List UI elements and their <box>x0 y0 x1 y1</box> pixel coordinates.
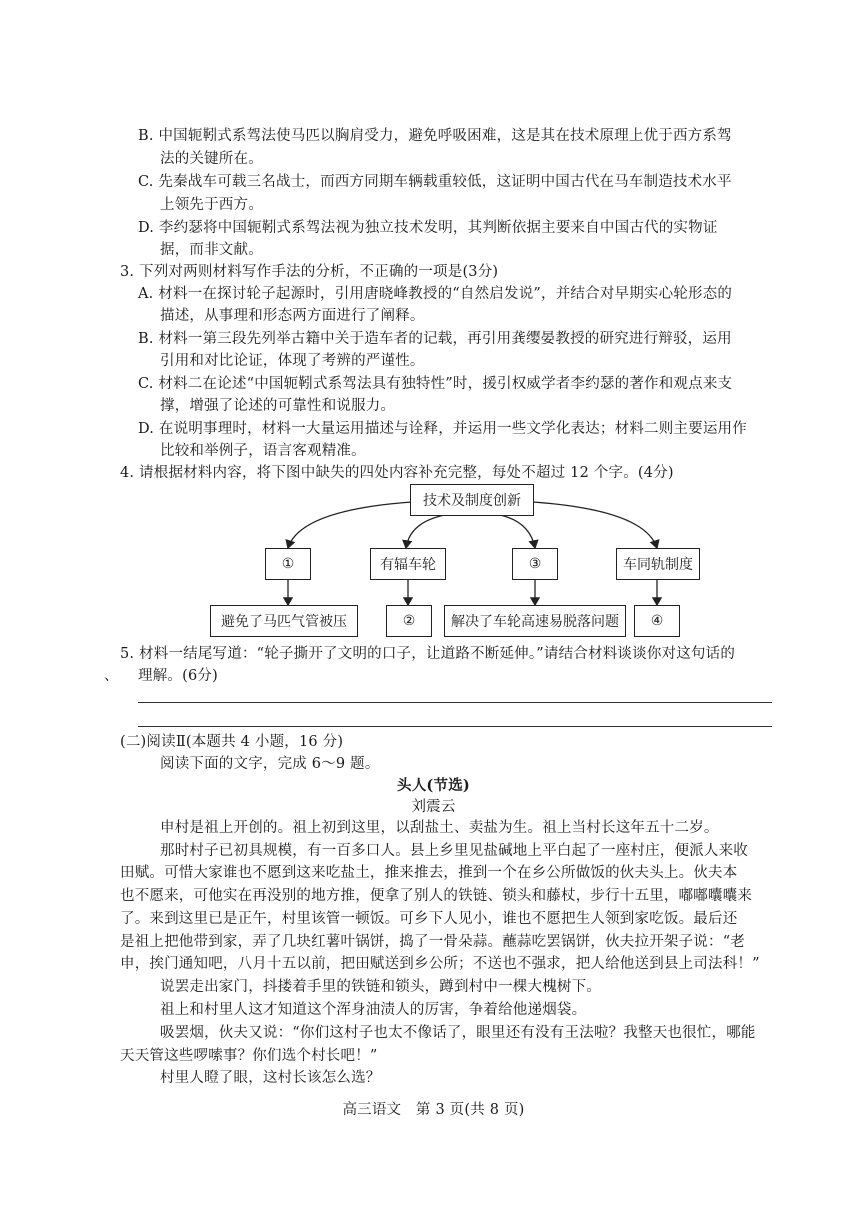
section2-heading: (二)阅读Ⅱ(本题共 4 小题，16 分) <box>120 734 344 750</box>
diagram-level2-box-3: 解决了车轮高速易脱落问题 <box>444 605 626 637</box>
passage-line: 天天管这些啰嗦事？你们选个村长吧！” <box>120 1048 378 1064</box>
connector-root-to-3 <box>500 515 535 548</box>
q3-option-c-line1: C. 材料二在论述“中国轭靷式系驾法具有独特性”时，援引权威学者李约瑟的著作和观点来支 <box>138 376 733 392</box>
passage-line: 申，挨门通知吧，八月十五以前，把田赋送到乡公所；不送也不强求，把人给他送到县上司法科！” <box>120 956 760 972</box>
q5-answer-line-2[interactable] <box>138 726 772 727</box>
connector-root-to-1 <box>288 502 412 548</box>
q3-option-a-line2: 描述，从事理和形态两方面进行了阐释。 <box>160 308 425 324</box>
q3-option-d-line2: 比较和举例子，语言客观精准。 <box>160 443 366 459</box>
passage-title: 头人(节选) <box>397 777 470 794</box>
diagram-level2-box-2[interactable]: ② <box>386 605 432 637</box>
diagram-level1-box-2: 有辐车轮 <box>370 548 446 580</box>
passage-line: 吸罢烟，伙夫又说：“你们这村子也太不像话了，眼里还有没有王法啦？我整天也很忙，哪能 <box>160 1025 756 1041</box>
diagram-level2-box-1: 避免了马匹气管被压 <box>210 605 358 637</box>
q2-option-d-line1: D. 李约瑟将中国轭靷式系驾法视为独立技术发明，其判断依据主要来自中国古代的实物证 <box>138 220 718 236</box>
q5-margin-mark: 、 <box>104 668 119 684</box>
q2-option-b-line1: B. 中国轭靷式系驾法使马匹以胸肩受力，避免呼吸困难，这是其在技术原理上优于西方系驾 <box>138 128 732 144</box>
passage-line: 申村是祖上开创的。祖上初到这里，以刮盐土、卖盐为生。祖上当村长这年五十二岁。 <box>160 820 719 836</box>
passage-line: 村里人瞪了眼，这村长该怎么选？ <box>160 1070 381 1086</box>
passage-line: 说罢走出家门，抖搂着手里的铁链和锁头，蹲到村中一棵大槐树下。 <box>160 979 601 995</box>
q2-option-b-line2: 法的关键所在。 <box>160 151 263 167</box>
section2-instruction: 阅读下面的文字，完成 6～9 题。 <box>160 756 380 772</box>
page-footer: 高三语文 第 3 页(共 8 页) <box>342 1102 525 1118</box>
diagram-level1-box-4: 车同轨制度 <box>616 548 700 580</box>
q5-stem-line1: 5. 材料一结尾写道：“轮子撕开了文明的口子，让道路不断延伸。”请结合材料谈谈你对这句话的 <box>120 646 736 662</box>
connector-root-to-4 <box>533 502 657 548</box>
q3-option-b-line2: 引用和对比论证，体现了考辨的严谨性。 <box>160 353 425 369</box>
connector-root-to-2 <box>406 515 445 548</box>
passage-line: 祖上和村里人这才知道这个浑身油渍人的厉害，争着给他递烟袋。 <box>160 1002 587 1018</box>
passage-author: 刘震云 <box>411 799 456 815</box>
passage-line: 也不愿来，可他实在再没别的地方推，便拿了别人的铁链、锁头和藤杖，步行十五里，嘟嘟囔囔来 <box>120 888 753 904</box>
q3-option-d-line1: D. 在说明事理时，材料一大量运用描述与诠释，并运用一些文学化表达；材料二则主要运用作 <box>138 421 747 437</box>
passage-line: 了。来到这里已是正午，村里该管一顿饭。可乡下人见小，谁也不愿把生人领到家吃饭。最后还 <box>120 911 738 927</box>
q2-option-c-line1: C. 先秦战车可载三名战士，而西方同期车辆载重较低，这证明中国古代在马车制造技术水平 <box>138 174 732 190</box>
diagram-root-box: 技术及制度创新 <box>410 484 534 516</box>
q2-option-c-line2: 上领先于西方。 <box>160 197 263 213</box>
diagram-level1-box-3[interactable]: ③ <box>512 548 558 580</box>
diagram-level1-box-1[interactable]: ① <box>265 548 311 580</box>
passage-line: 是祖上把他带到家，弄了几块红薯叶锅饼，捣了一骨朵蒜。蘸蒜吃罢锅饼，伙夫拉开架子说：“老 <box>120 934 746 950</box>
passage-line: 那时村子已初具规模，有一百多口人。县上乡里见盐碱地上平白起了一座村庄，便派人来收 <box>160 843 748 859</box>
passage-line: 田赋。可惜大家谁也不愿到这来吃盐土，推来推去，推到一个在乡公所做饭的伙夫头上。伙夫本 <box>120 865 738 881</box>
q5-stem-line2: 理解。(6分) <box>138 668 218 684</box>
q5-answer-line-1[interactable] <box>138 702 772 703</box>
q2-option-d-line2: 据，而非文献。 <box>160 242 263 258</box>
q4-stem: 4. 请根据材料内容，将下图中缺失的四处内容补充完整，每处不超过 12 个字。(4分) <box>120 465 674 481</box>
q3-option-b-line1: B. 材料一第三段先列举古籍中关于造车者的记载，再引用龚缨晏教授的研究进行辩驳，运用 <box>138 331 732 347</box>
q3-option-c-line2: 撑，增强了论述的可靠性和说服力。 <box>160 398 396 414</box>
q3-stem: 3. 下列对两则材料写作手法的分析，不正确的一项是(3分) <box>120 264 499 280</box>
q3-option-a-line1: A. 材料一在探讨轮子起源时，引用唐晓峰教授的“自然启发说”，并结合对早期实心轮形态的 <box>138 286 733 302</box>
diagram-level2-box-4[interactable]: ④ <box>634 605 680 637</box>
